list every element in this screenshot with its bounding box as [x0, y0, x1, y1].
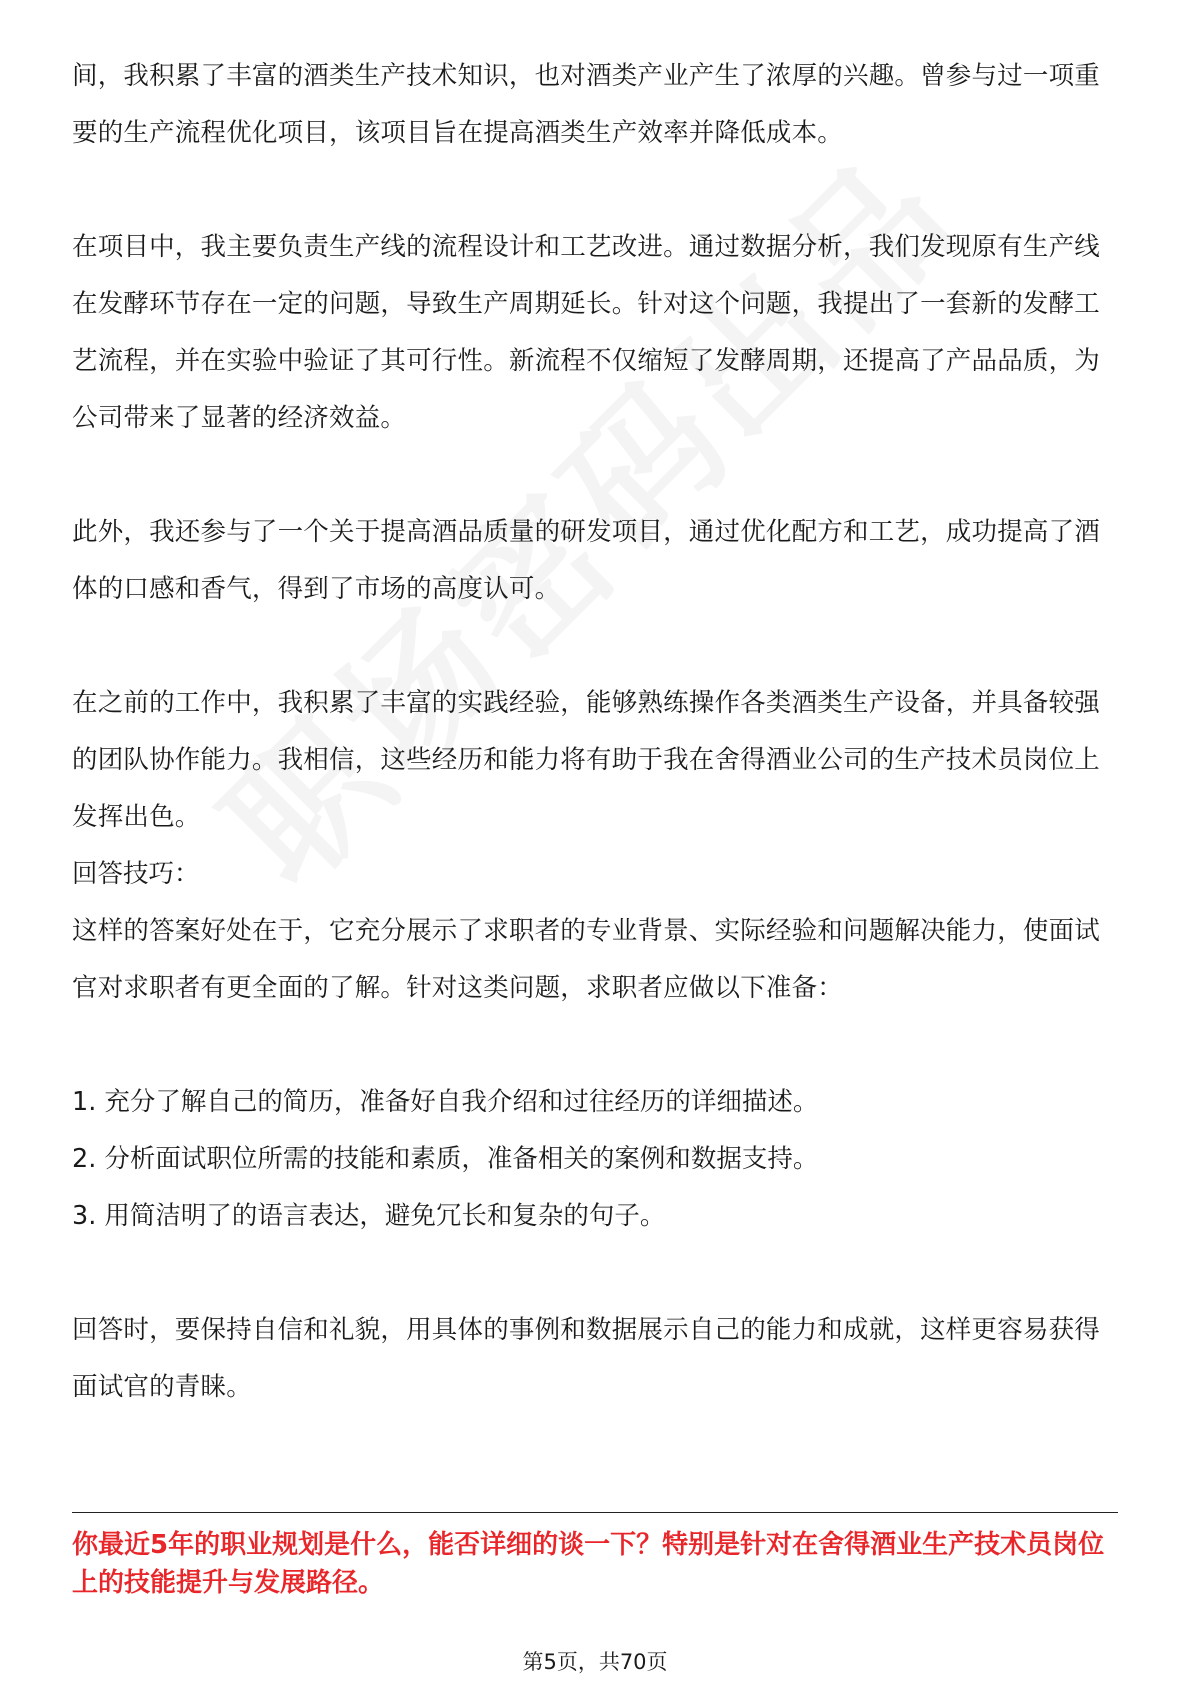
list-item: 3. 用简洁明了的语言表达，避免冗长和复杂的句子。 [72, 1201, 666, 1231]
page-number: 第5页，共70页 [522, 1650, 668, 1674]
tips-intro: 这样的答案好处在于，它充分展示了求职者的专业背景、实际经验和问题解决能力，使面试官对求职者有更全面的了解。针对这类问题，求职者应做以下准备： [72, 916, 1101, 1003]
paragraph-1: 间，我积累了丰富的酒类生产技术知识，也对酒类产业产生了浓厚的兴趣。曾参与过一项重要的生产流程优化项目，该项目旨在提高酒类生产效率并降低成本。 [72, 61, 1101, 148]
tips-list [72, 1074, 1118, 1245]
paragraph-2: 在项目中，我主要负责生产线的流程设计和工艺改进。通过数据分析，我们发现原有生产线在发酵环节存在一定的问题，导致生产周期延长。针对这个问题，我提出了一套新的发酵工艺流程，并在实验中验证了其可行性。新流程不仅缩短了发酵周期，还提高了产品品质，为公司带来了显著的经济效益。 [72, 232, 1101, 433]
list-item: 2. 分析面试职位所需的技能和素质，准备相关的案例和数据支持。 [72, 1144, 819, 1174]
list-item: 1. 充分了解自己的简历，准备好自我介绍和过往经历的详细描述。 [72, 1087, 819, 1117]
tips-label: 回答技巧： [72, 859, 200, 889]
tips-closing: 回答时，要保持自信和礼貌，用具体的事例和数据展示自己的能力和成就，这样更容易获得面试官的青睐。 [72, 1315, 1101, 1402]
paragraph-4: 在之前的工作中，我积累了丰富的实践经验，能够熟练操作各类酒类生产设备，并具备较强的团队协作能力。我相信，这些经历和能力将有助于我在舍得酒业公司的生产技术员岗位上发挥出色。 [72, 688, 1101, 832]
next-question-heading: 你最近5年的职业规划是什么，能否详细的谈一下？特别是针对在舍得酒业生产技术员岗位上的技能提升与发展路径。 [72, 1530, 1105, 1598]
paragraph-3: 此外，我还参与了一个关于提高酒品质量的研发项目，通过优化配方和工艺，成功提高了酒体的口感和香气，得到了市场的高度认可。 [72, 517, 1101, 604]
section-divider [72, 1512, 1118, 1513]
body-content [72, 48, 1118, 1416]
